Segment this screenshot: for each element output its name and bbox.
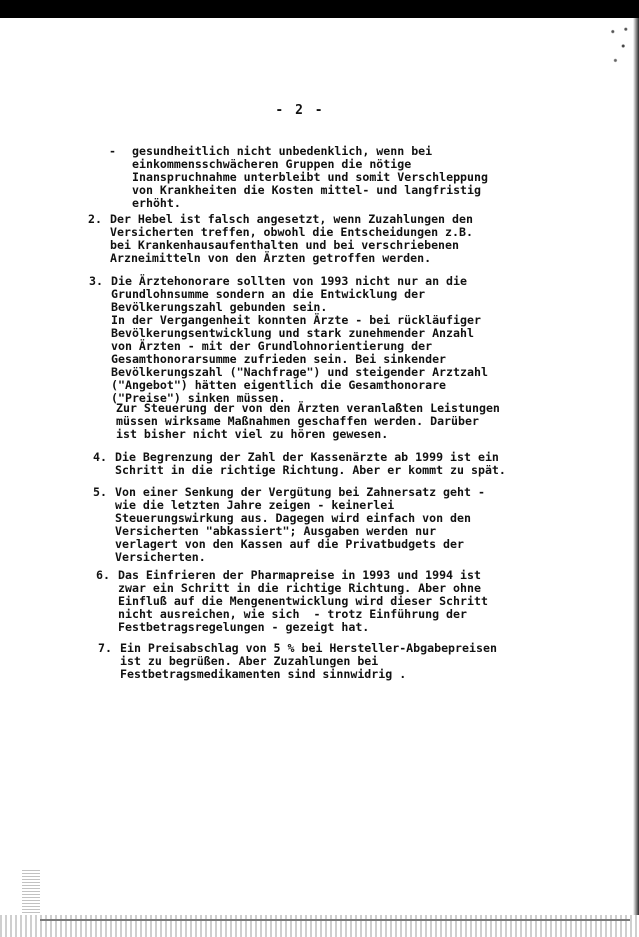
text-line: einkommensschwächeren Gruppen die nötige [132,157,412,171]
list-item-7 [98,641,497,681]
text-line: zwar ein Schritt in die richtige Richtung. Aber ohne [118,581,481,595]
item-number: 5. [93,485,107,499]
text-line: Schritt in die richtige Richtung. Aber er kommt zu spät. [115,463,506,477]
list-item-6 [96,568,488,634]
list-item-3-paragraph-2 [116,402,500,441]
list-item-4 [93,450,506,477]
text-line: ist zu begrüßen. Aber Zuzahlungen bei [120,654,379,668]
text-line: Bevölkerungsentwicklung und stark zunehmender Anzahl [111,326,474,340]
text-line: Steuerungswirkung aus. Dagegen wird einfach von den [115,511,471,525]
text-line: Bevölkerungszahl ("Nachfrage") und steigender Arztzahl [111,365,488,379]
text-line: nicht ausreichen, wie sich - trotz Einführung der [118,607,468,621]
scan-corner-noise [605,22,631,70]
text-line: von Krankheiten die Kosten mittel- und langfristig [132,183,482,197]
list-item-5 [93,485,485,564]
text-line: Arzneimitteln von den Ärzten getroffen werden. [110,251,432,265]
text-line: gesundheitlich nicht unbedenklich, wenn bei [132,144,433,158]
item-number: 2. [88,212,102,226]
list-item-3 [89,274,488,405]
text-line: Gesamthonorarsumme zufrieden sein. Bei sinkender [111,352,447,366]
text-line: Die Ärztehonorare sollten von 1993 nicht nur an die [111,274,467,288]
scan-bottom-edge [0,915,639,937]
scan-right-edge [633,18,639,937]
item-number: 6. [96,568,110,582]
intro-item [109,144,488,210]
text-line: erhöht. [132,196,181,210]
text-line: Festbetragsregelungen - gezeigt hat. [118,620,370,634]
text-line: Bevölkerungszahl gebunden sein. [111,300,328,314]
text-line: Grundlohnsumme sondern an die Entwicklung der [111,287,426,301]
text-line: Ein Preisabschlag von 5 % bei Hersteller-Abgabepreisen [120,641,497,655]
item-number: 7. [98,641,112,655]
text-line: von Ärzten - mit der Grundlohnorientierung der [111,339,433,353]
text-line: Die Begrenzung der Zahl der Kassenärzte ab 1999 ist ein [115,450,499,464]
text-line: Versicherten treffen, obwohl die Entscheidungen z.B. [110,225,473,239]
text-line: Von einer Senkung der Vergütung bei Zahnersatz geht - [115,485,485,499]
list-item-2 [88,212,473,265]
text-line: Einfluß auf die Mengenentwicklung wird dieser Schritt [118,594,488,608]
text-line: Festbetragsmedikamenten sind sinnwidrig . [120,667,407,681]
text-line: Der Hebel ist falsch angesetzt, wenn Zuzahlungen den [110,212,473,226]
text-line: ist bisher nicht viel zu hören gewesen. [116,427,389,441]
text-line: Das Einfrieren der Pharmapreise in 1993 und 1994 ist [118,568,481,582]
text-line: bei Krankenhausaufenthalten und bei verschriebenen [110,238,460,252]
text-line: Versicherten. [115,550,206,564]
scan-top-band [0,0,639,18]
text-line: Zur Steuerung der von den Ärzten veranlaßten Leistungen [116,401,500,415]
text-line: ("Angebot") hätten eigentlich die Gesamthonorare [111,378,447,392]
text-line: verlagert von den Kassen auf die Privatbudgets der [115,537,465,551]
text-line: müssen wirksame Maßnahmen geschaffen werden. Darüber [116,414,479,428]
text-line: ("Preise") sinken müssen. [111,391,286,405]
text-line: wie die letzten Jahre zeigen - keinerlei [115,498,395,512]
item-number: 4. [93,450,107,464]
page-number: - 2 - [275,103,325,118]
text-line: In der Vergangenheit konnten Ärzte - bei rückläufiger [111,313,481,327]
list-dash-marker: - [109,144,116,158]
text-line: Inanspruchnahme unterbleibt und somit Verschleppung [132,170,488,184]
text-line: Versicherten "abkassiert"; Ausgaben werden nur [115,524,437,538]
item-number: 3. [89,274,103,288]
